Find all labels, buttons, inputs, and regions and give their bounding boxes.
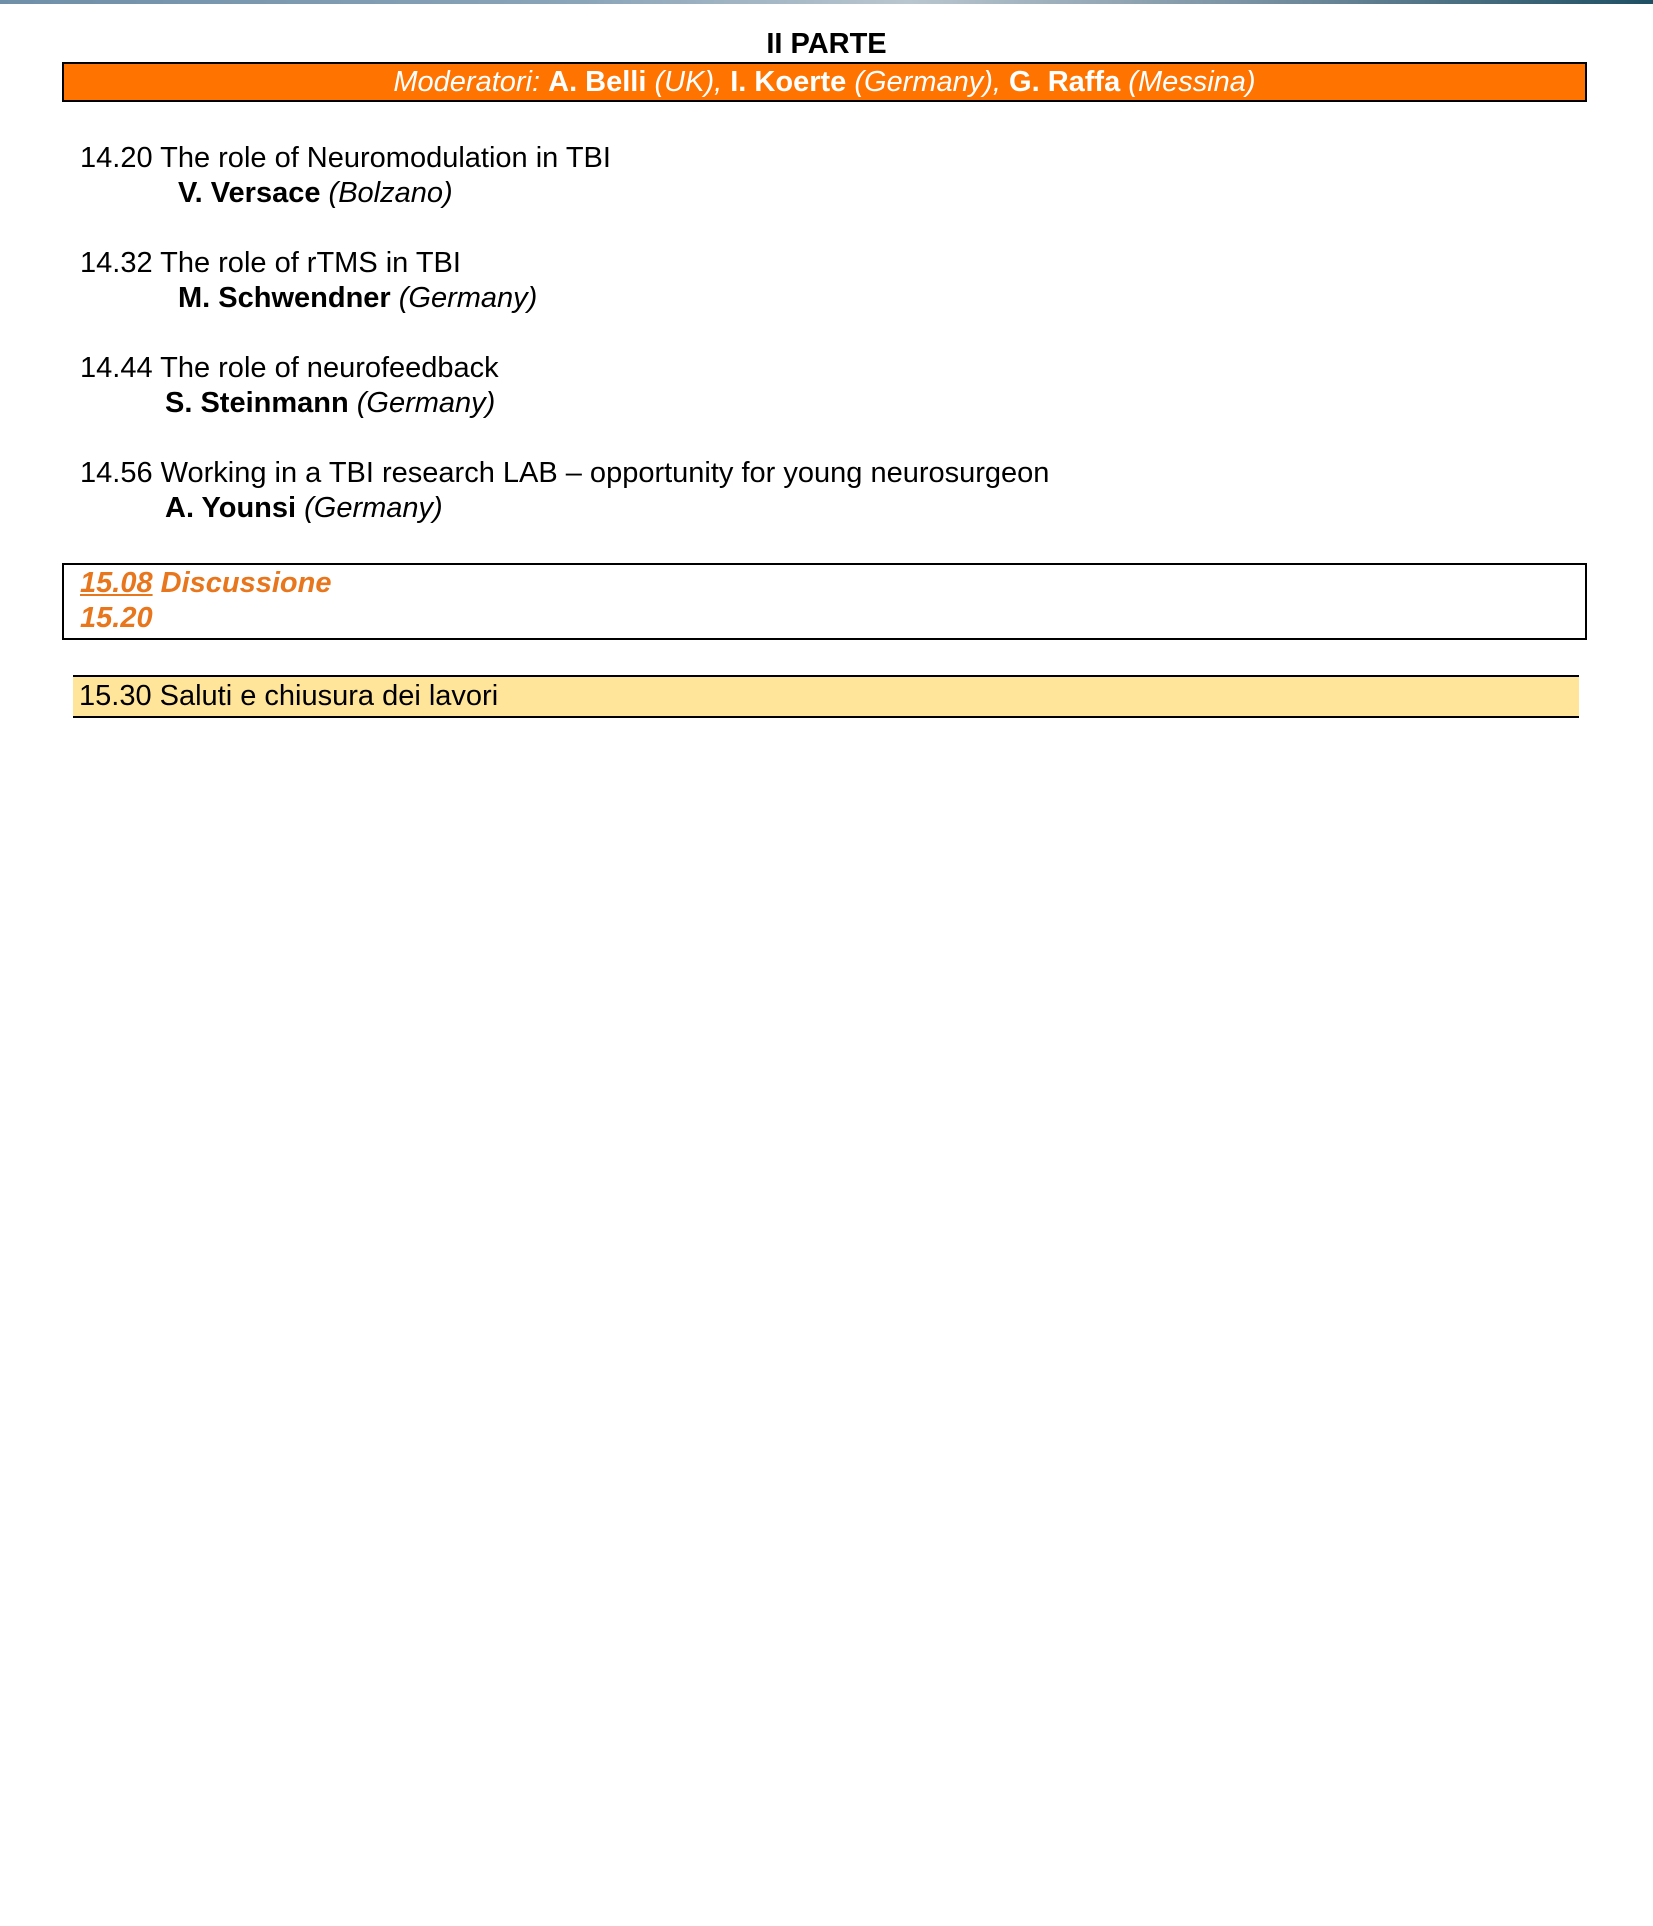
speaker-name: A. Younsi (165, 492, 297, 524)
talk-time: 14.32 (80, 247, 153, 279)
speaker-place: (Germany) (356, 387, 496, 419)
part-title: II PARTE (766, 28, 887, 60)
discussion-time-end: 15.20 (80, 602, 153, 634)
talk-item (80, 246, 537, 316)
moderator-place: (Messina) (1128, 66, 1256, 98)
talk-time: 14.56 (80, 457, 153, 489)
moderators-bar (62, 62, 1587, 102)
talk-item (80, 456, 1049, 526)
closing-label: Saluti e chiusura dei lavori (159, 680, 499, 712)
talk-time: 14.44 (80, 352, 153, 384)
moderator-name: G. Raffa (1009, 66, 1121, 98)
moderator-separator: , (714, 66, 723, 98)
talk-speaker-line (80, 491, 1049, 526)
speaker-place: (Germany) (398, 282, 538, 314)
talk-title: The role of neurofeedback (160, 352, 499, 384)
talk-item (80, 141, 611, 211)
speaker-name: M. Schwendner (178, 282, 391, 314)
speaker-place: (Bolzano) (328, 177, 453, 209)
discussion-box (62, 563, 1587, 640)
moderator-place: (Germany) (854, 66, 993, 98)
talk-time: 14.20 (80, 142, 153, 174)
moderator-name: I. Koerte (730, 66, 847, 98)
speaker-place: (Germany) (304, 492, 443, 524)
moderators-label: Moderatori: (393, 66, 541, 98)
talk-speaker-line (80, 281, 537, 316)
talk-title: Working in a TBI research LAB – opportunity for young neurosurgeon (160, 457, 1050, 489)
moderator-separator: , (992, 66, 1001, 98)
discussion-time-start: 15.08 (80, 567, 153, 599)
talk-item (80, 351, 499, 421)
speaker-name: S. Steinmann (165, 387, 349, 419)
closing-bar (73, 675, 1579, 718)
talk-speaker-line (80, 386, 499, 421)
discussion-label: Discussione (160, 567, 332, 599)
header-image-strip (0, 0, 1653, 4)
moderator-name: A. Belli (548, 66, 647, 98)
closing-time: 15.30 (79, 680, 152, 712)
talk-title: The role of rTMS in TBI (160, 247, 461, 279)
talk-speaker-line (80, 176, 611, 211)
talk-title: The role of Neuromodulation in TBI (160, 142, 611, 174)
discussion-line (80, 566, 1585, 601)
moderator-place: (UK) (654, 66, 715, 98)
speaker-name: V. Versace (178, 177, 321, 209)
